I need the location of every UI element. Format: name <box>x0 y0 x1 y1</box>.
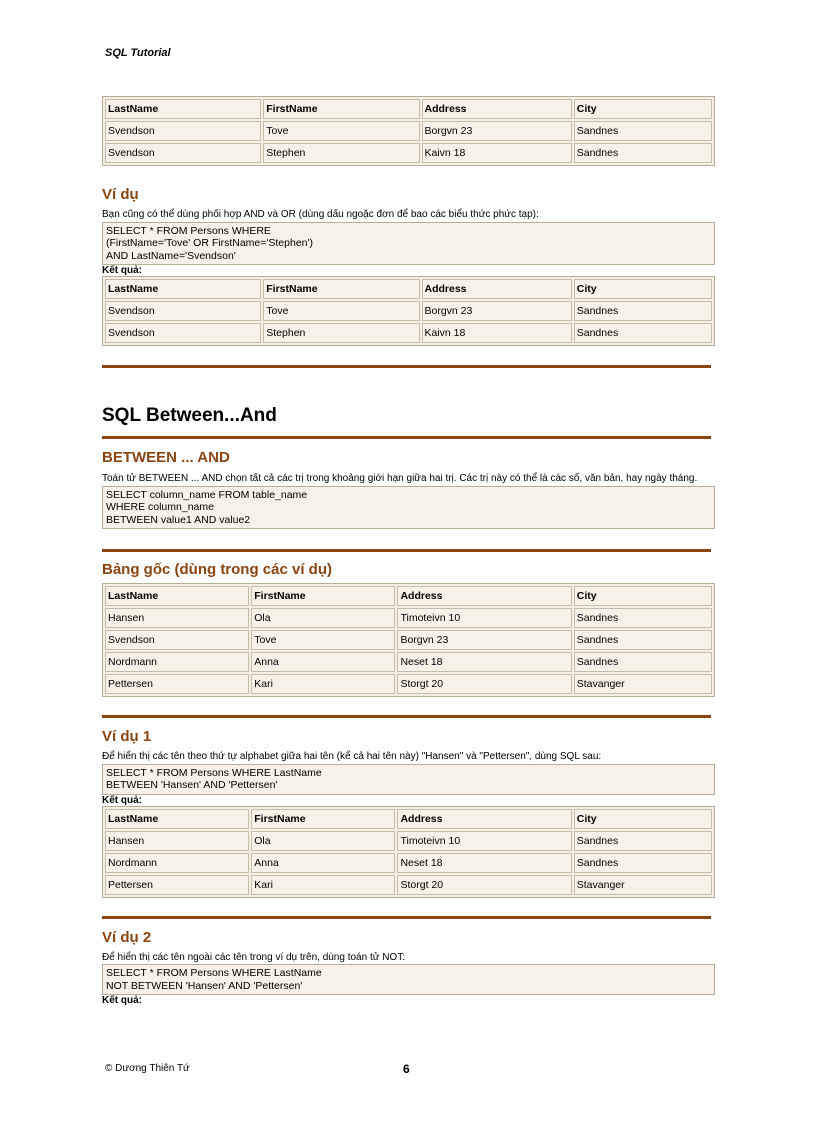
table-cell: Tove <box>263 121 419 141</box>
table-row <box>105 301 712 321</box>
table-cell: Hansen <box>105 831 249 851</box>
table-row <box>105 323 712 343</box>
page-header-title: SQL Tutorial <box>105 47 171 59</box>
table-cell: Sandnes <box>574 323 712 343</box>
example1-sql-code: SELECT * FROM Persons WHERE LastName BETWEEN 'Hansen' AND 'Pettersen' <box>102 764 715 795</box>
table-row <box>105 674 712 694</box>
table-row <box>105 831 712 851</box>
table-cell: Timoteivn 10 <box>397 608 571 628</box>
table-cell: Stavanger <box>574 674 712 694</box>
table-cell: Neset 18 <box>397 652 571 672</box>
between-description: Toán tử BETWEEN ... AND chọn tất cả các trị trong khoảng giới hạn giữa hai trị. Các trị này có thể là các số, văn bản, hay ngày tháng. <box>102 473 698 484</box>
example1-description: Để hiển thị các tên theo thứ tự alphabet giữa hai tên (kể cả hai tên này) "Hansen" và "Pettersen", dùng SQL sau: <box>102 751 602 762</box>
table-row <box>105 143 712 163</box>
sql-code-and-or: SELECT * FROM Persons WHERE (FirstName='Tove' OR FirstName='Stephen') AND LastName='Svendson' <box>102 222 715 266</box>
example1-heading: Ví dụ 1 <box>102 728 152 745</box>
table-header-row <box>105 586 712 606</box>
table-cell: Borgvn 23 <box>397 630 571 650</box>
column-header: LastName <box>105 586 249 606</box>
example1-result-table <box>102 806 715 898</box>
result-table-top <box>102 96 715 166</box>
table-cell: Kaivn 18 <box>422 323 572 343</box>
table-cell: Sandnes <box>574 630 712 650</box>
table-cell: Storgt 20 <box>397 674 571 694</box>
column-header: FirstName <box>251 809 395 829</box>
table-cell: Sandnes <box>574 301 712 321</box>
table-cell: Sandnes <box>574 608 712 628</box>
column-header: Address <box>422 99 572 119</box>
table-cell: Nordmann <box>105 853 249 873</box>
table-row <box>105 853 712 873</box>
table-cell: Pettersen <box>105 875 249 895</box>
column-header: LastName <box>105 809 249 829</box>
table-cell: Timoteivn 10 <box>397 831 571 851</box>
example-description: Bạn cũng có thể dùng phối hợp AND và OR (dùng dấu ngoặc đơn để bao các biểu thức phức tạp): <box>102 209 539 220</box>
table-cell: Neset 18 <box>397 853 571 873</box>
table-cell: Svendson <box>105 323 261 343</box>
between-syntax-code: SELECT column_name FROM table_name WHERE column_name BETWEEN value1 AND value2 <box>102 486 715 530</box>
footer-author: © Dương Thiên Tứ <box>105 1063 190 1074</box>
result-label: Kết quả: <box>102 995 142 1006</box>
table-cell: Kari <box>251 674 395 694</box>
page-content <box>102 96 715 1006</box>
table-cell: Svendson <box>105 143 261 163</box>
table-cell: Pettersen <box>105 674 249 694</box>
result-label: Kết quả: <box>102 794 142 806</box>
table-cell: Svendson <box>105 630 249 650</box>
table-cell: Hansen <box>105 608 249 628</box>
table-cell: Storgt 20 <box>397 875 571 895</box>
table-cell: Sandnes <box>574 853 712 873</box>
table-cell: Sandnes <box>574 143 712 163</box>
table-cell: Borgvn 23 <box>422 301 572 321</box>
table-cell: Svendson <box>105 301 261 321</box>
table-header-row <box>105 809 712 829</box>
table-cell: Svendson <box>105 121 261 141</box>
table-cell: Anna <box>251 652 395 672</box>
column-header: FirstName <box>251 586 395 606</box>
column-header: City <box>574 586 712 606</box>
column-header: FirstName <box>263 279 419 299</box>
column-header: Address <box>422 279 572 299</box>
column-header: LastName <box>105 99 261 119</box>
between-subheading: BETWEEN ... AND <box>102 449 230 466</box>
table-cell: Tove <box>251 630 395 650</box>
column-header: LastName <box>105 279 261 299</box>
table-cell: Anna <box>251 853 395 873</box>
table-row <box>105 608 712 628</box>
example2-description: Để hiển thị các tên ngoài các tên trong ví dụ trên, dùng toán tử NOT: <box>102 951 405 963</box>
result-table-and-or <box>102 276 715 346</box>
result-label: Kết quả: <box>102 265 142 276</box>
table-cell: Kaivn 18 <box>422 143 572 163</box>
table-header-row <box>105 99 712 119</box>
example2-heading: Ví dụ 2 <box>102 928 152 946</box>
table-row <box>105 652 712 672</box>
column-header: FirstName <box>263 99 419 119</box>
table-cell: Kari <box>251 875 395 895</box>
table-cell: Ola <box>251 608 395 628</box>
table-cell: Tove <box>263 301 419 321</box>
column-header: City <box>574 809 712 829</box>
table-cell: Stephen <box>263 143 419 163</box>
column-header: Address <box>397 809 571 829</box>
table-cell: Nordmann <box>105 652 249 672</box>
table-row <box>105 630 712 650</box>
source-table <box>102 583 715 697</box>
table-cell: Ola <box>251 831 395 851</box>
table-cell: Sandnes <box>574 831 712 851</box>
table-cell: Sandnes <box>574 652 712 672</box>
page-number: 6 <box>403 1062 410 1076</box>
source-table-heading: Bảng gốc (dùng trong các ví dụ) <box>102 561 332 578</box>
table-header-row <box>105 279 712 299</box>
table-cell: Stephen <box>263 323 419 343</box>
column-header: City <box>574 279 712 299</box>
table-cell: Stavanger <box>574 875 712 895</box>
table-row <box>105 121 712 141</box>
section-title-between: SQL Between...And <box>102 405 277 426</box>
example-heading: Ví dụ <box>102 186 139 203</box>
column-header: City <box>574 99 712 119</box>
table-row <box>105 875 712 895</box>
table-cell: Borgvn 23 <box>422 121 572 141</box>
example2-sql-code: SELECT * FROM Persons WHERE LastName NOT BETWEEN 'Hansen' AND 'Pettersen' <box>102 964 715 995</box>
table-cell: Sandnes <box>574 121 712 141</box>
column-header: Address <box>397 586 571 606</box>
